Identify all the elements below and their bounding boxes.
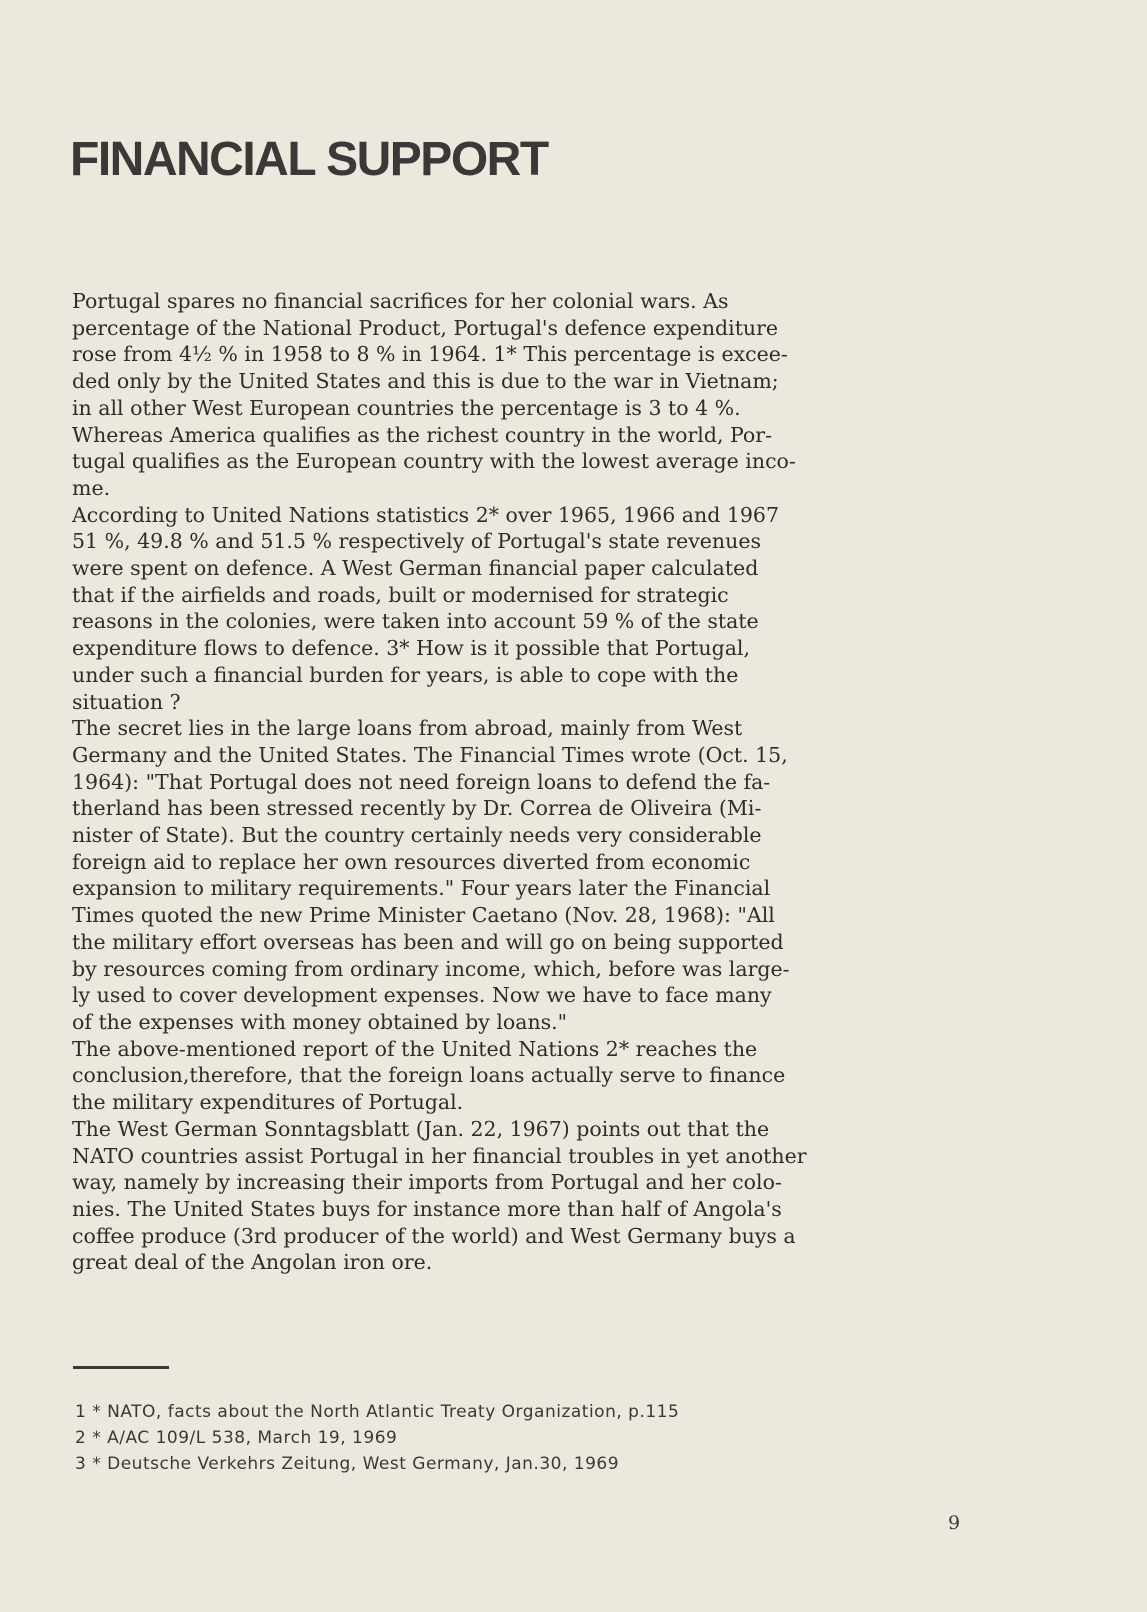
body-line: Times quoted the new Prime Minister Caetano (Nov. 28, 1968): "All	[72, 903, 775, 928]
footnote: 3 * Deutsche Verkehrs Zeitung, West Germany, Jan.30, 1969	[75, 1454, 620, 1474]
footnotes	[75, 1399, 679, 1477]
footnote-divider	[73, 1366, 169, 1369]
body-line: situation ?	[72, 689, 181, 714]
body-line: ded only by the United States and this is due to the war in Vietnam;	[72, 369, 779, 394]
body-line: Whereas America qualifies as the richest country in the world, Por-	[72, 422, 773, 447]
body-line: of the expenses with money obtained by loans."	[72, 1009, 568, 1034]
body-text	[72, 288, 1072, 1276]
body-line: NATO countries assist Portugal in her financial troubles in yet another	[72, 1143, 807, 1168]
body-line: great deal of the Angolan iron ore.	[72, 1250, 433, 1275]
body-line: under such a financial burden for years, is able to cope with the	[72, 662, 739, 687]
body-line: ly used to cover development expenses. Now we have to face many	[72, 983, 772, 1008]
body-line: the military effort overseas has been and will go on being supported	[72, 929, 784, 954]
body-line: The secret lies in the large loans from abroad, mainly from West	[72, 716, 743, 741]
body-line: the military expenditures of Portugal.	[72, 1090, 464, 1115]
body-line: foreign aid to replace her own resources diverted from economic	[72, 849, 751, 874]
page-number: 9	[948, 1512, 961, 1534]
body-line: in all other West European countries the percentage is 3 to 4 %.	[72, 395, 741, 420]
body-line: me.	[72, 475, 111, 500]
body-line: therland has been stressed recently by Dr. Correa de Oliveira (Mi-	[72, 796, 762, 821]
body-line: that if the airfields and roads, built or modernised for strategic	[72, 582, 729, 607]
body-line: nister of State). But the country certainly needs very considerable	[72, 823, 762, 848]
body-line: conclusion,therefore, that the foreign loans actually serve to finance	[72, 1063, 786, 1088]
body-line: 1964): "That Portugal does not need foreign loans to defend the fa-	[72, 769, 771, 794]
body-line: were spent on defence. A West German financial paper calculated	[72, 556, 759, 581]
body-line: Germany and the United States. The Financial Times wrote (Oct. 15,	[72, 742, 788, 767]
footnote: 1 * NATO, facts about the North Atlantic Treaty Organization, p.115	[75, 1402, 680, 1422]
footnote: 2 * A/AC 109/L 538, March 19, 1969	[75, 1428, 398, 1448]
page-title: FINANCIAL SUPPORT	[70, 133, 548, 186]
body-line: 51 %, 49.8 % and 51.5 % respectively of Portugal's state revenues	[72, 529, 761, 554]
body-line: nies. The United States buys for instance more than half of Angola's	[72, 1196, 782, 1221]
body-line: expansion to military requirements." Four years later the Financial	[72, 876, 771, 901]
body-line: Portugal spares no financial sacrifices for her colonial wars. As	[72, 289, 729, 313]
body-line: by resources coming from ordinary income, which, before was large-	[72, 956, 790, 981]
body-line: According to United Nations statistics 2* over 1965, 1966 and 1967	[72, 502, 780, 527]
body-line: tugal qualifies as the European country with the lowest average inco-	[72, 449, 796, 474]
body-line: The West German Sonntagsblatt (Jan. 22, 1967) points out that the	[72, 1116, 770, 1141]
body-line: reasons in the colonies, were taken into account 59 % of the state	[72, 609, 759, 634]
body-line: The above-mentioned report of the United Nations 2* reaches the	[72, 1036, 758, 1061]
body-line: coffee produce (3rd producer of the world) and West Germany buys a	[72, 1223, 796, 1248]
body-line: expenditure flows to defence. 3* How is it possible that Portugal,	[72, 636, 751, 661]
body-line: rose from 4½ % in 1958 to 8 % in 1964. 1* This percentage is excee-	[72, 342, 788, 367]
body-line: percentage of the National Product, Portugal's defence expenditure	[72, 315, 779, 340]
body-line: way, namely by increasing their imports from Portugal and her colo-	[72, 1170, 782, 1195]
